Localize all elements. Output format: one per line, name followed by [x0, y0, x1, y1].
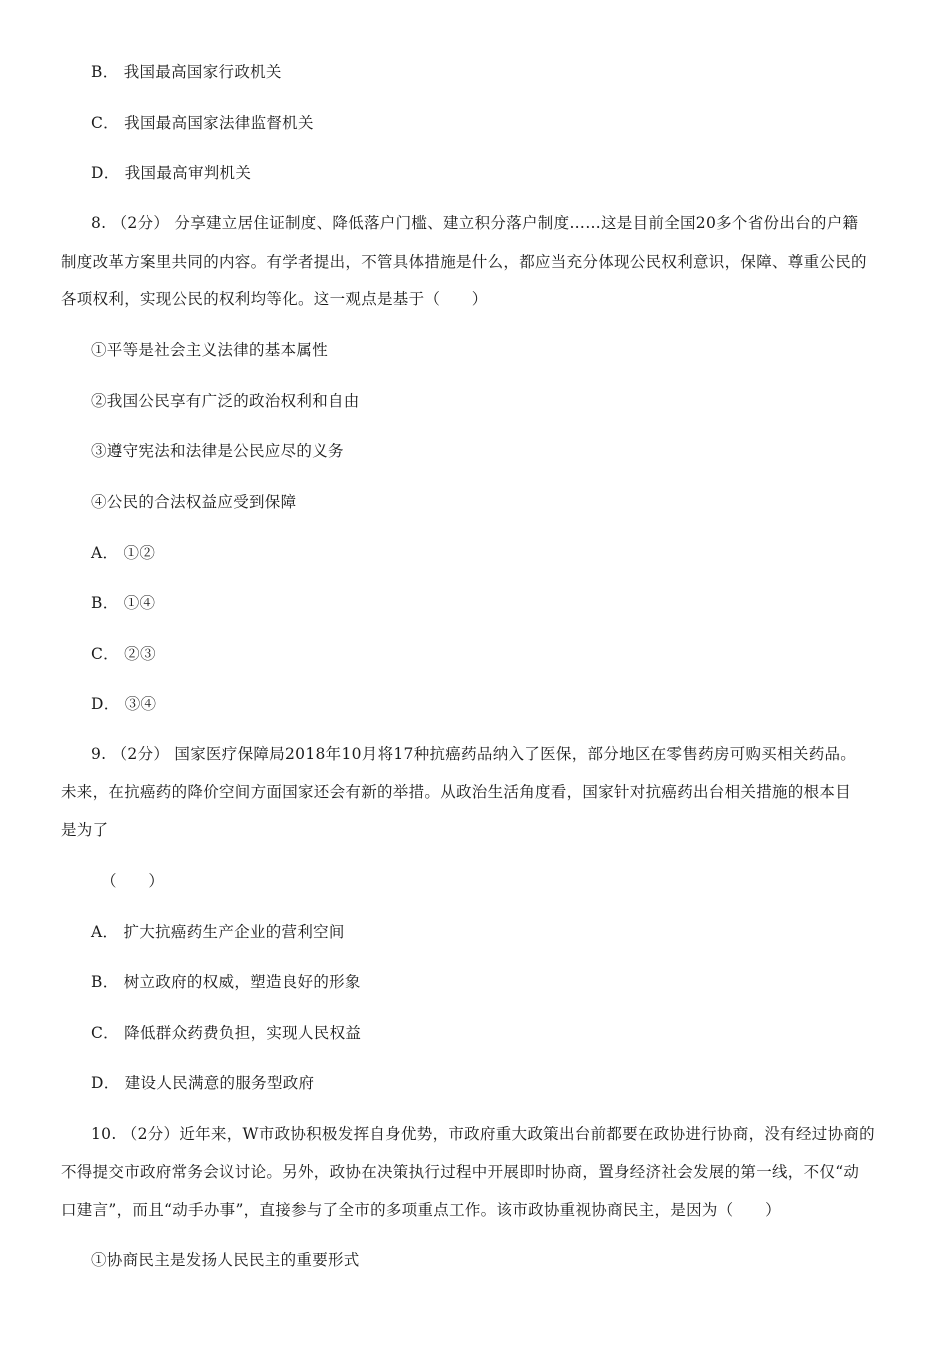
q7-option-d: D． 我国最高审判机关 — [91, 164, 252, 182]
q10-stem-line-2: 不得提交市政府常务会议讨论。另外，政协在决策执行过程中开展即时协商，置身经济社会发展的第一线，不仅“动 — [61, 1163, 860, 1181]
q9-stem-line-1: 9. （2分） 国家医疗保障局2018年10月将17种抗癌药品纳入了医保，部分地区在零售药房可购买相关药品。 — [91, 745, 857, 763]
q8-stem-line-1: 8. （2分） 分享建立居住证制度、降低落户门槛、建立积分落户制度……这是目前全国20多个省份出台的户籍 — [91, 214, 859, 232]
q8-option-a: A． ①② — [91, 544, 156, 562]
q9-option-d: D． 建设人民满意的服务型政府 — [91, 1074, 315, 1092]
q9-answer-blank: （ ） — [101, 872, 165, 890]
q10-stem-line-1: 10. （2分）近年来，W市政协积极发挥自身优势，市政府重大政策出台前都要在政协进行协商，没有经过协商的 — [91, 1125, 875, 1143]
q7-option-c: C． 我国最高国家法律监督机关 — [91, 114, 314, 132]
q9-stem-line-3: 是为了 — [61, 821, 109, 839]
q8-option-b: B． ①④ — [91, 594, 156, 612]
q10-statement-1: ①协商民主是发扬人民民主的重要形式 — [91, 1251, 360, 1269]
q9-stem-line-2: 未来，在抗癌药的降价空间方面国家还会有新的举措。从政治生活角度看，国家针对抗癌药出台相关措施的根本目 — [61, 783, 852, 801]
q9-option-b: B． 树立政府的权威，塑造良好的形象 — [91, 973, 361, 991]
q8-statement-1: ①平等是社会主义法律的基本属性 — [91, 341, 329, 359]
q9-option-a: A． 扩大抗癌药生产企业的营利空间 — [91, 923, 345, 941]
q8-option-d: D． ③④ — [91, 695, 157, 713]
q8-statement-3: ③遵守宪法和法律是公民应尽的义务 — [91, 442, 344, 460]
q8-option-c: C． ②③ — [91, 645, 156, 663]
q7-option-b: B． 我国最高国家行政机关 — [91, 63, 282, 81]
q10-stem-line-3: 口建言”，而且“动手办事”，直接参与了全市的多项重点工作。该市政协重视协商民主，是因为（ ） — [61, 1201, 781, 1219]
q8-stem-line-3: 各项权利，实现公民的权利均等化。这一观点是基于（ ） — [61, 290, 488, 308]
q8-statement-4: ④公民的合法权益应受到保障 — [91, 493, 297, 511]
q9-option-c: C． 降低群众药费负担，实现人民权益 — [91, 1024, 362, 1042]
q8-statement-2: ②我国公民享有广泛的政治权利和自由 — [91, 392, 360, 410]
q8-stem-line-2: 制度改革方案里共同的内容。有学者提出，不管具体措施是什么，都应当充分体现公民权利意识，保障、尊重公民的 — [61, 253, 867, 271]
